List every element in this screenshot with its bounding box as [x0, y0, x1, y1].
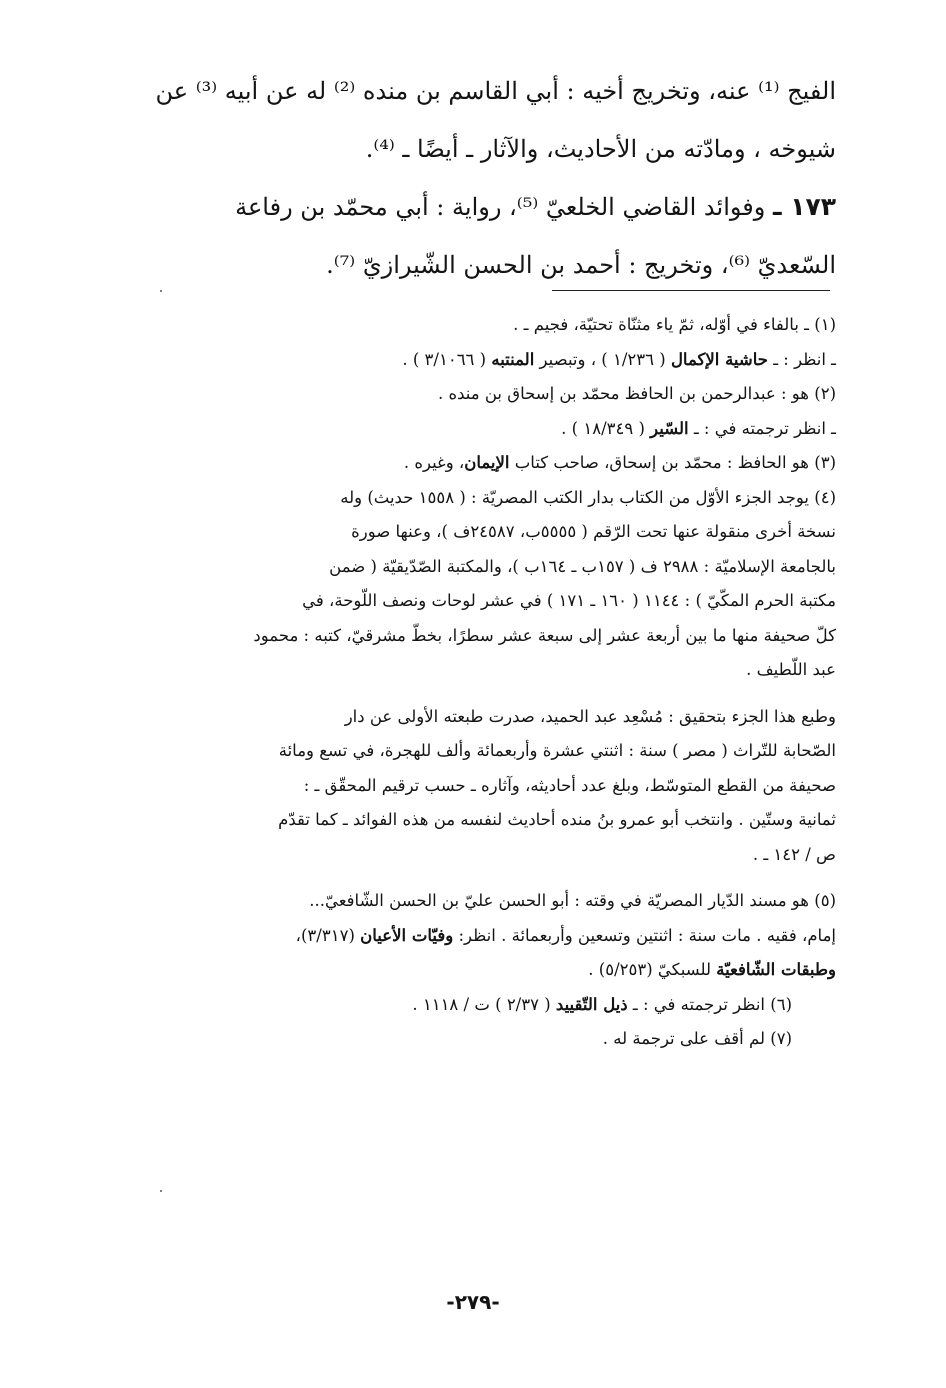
footnote-2-ref — [118, 412, 836, 447]
main-line-1: الفيج ⁽¹⁾ عنه، وتخريج أخيه : أبي القاسم بن منده ⁽²⁾ له عن أبيه ⁽³⁾ عن — [155, 77, 836, 105]
footnote-1: (١) ـ بالفاء في أوّله، ثمّ ياء مثنّاة تحتيّة، فجيم ـ . — [513, 315, 836, 334]
footnote-1-ref-title: حاشية الإكمال — [670, 349, 768, 369]
footnote-2: (٢) هو : عبدالرحمن بن الحافظ محمّد بن إسحاق بن منده . — [438, 384, 836, 403]
footnote-7: (٧) لم أقف على ترجمة له . — [602, 1029, 792, 1048]
footnote-2-ref-pre: ـ انظر ترجمته في : ـ — [693, 418, 836, 438]
footnote-5-line-2-pre: إمام، فقيه . مات سنة : اثنتين وتسعين وأربعمائة . انظر: — [458, 925, 836, 945]
footnote-4-line-6: عبد اللّطيف . — [746, 660, 836, 679]
main-line-3 — [118, 178, 836, 236]
footnote-5-line-2 — [118, 919, 836, 954]
footnote-4-para2-line-5: ص / ١٤٢ ـ . — [752, 844, 836, 864]
footnote-5-line-1: (٥) هو مسند الدّيار المصريّة في وقته : أبو الحسن عليّ بن الحسن الشّافعيّ... — [309, 891, 836, 910]
footnote-1-ref-pre: ـ انظر : ـ — [773, 349, 836, 369]
footnote-4-para2-line-3: صحيفة من القطع المتوسّط، وبلغ عدد أحاديثه، وآثاره ـ حسب ترقيم المحقّق ـ : — [303, 775, 836, 795]
footnote-4-line-1: (٤) يوجد الجزء الأوّل من الكتاب بدار الكتب المصريّة : ( ١٥٥٨ حديث) وله — [340, 487, 836, 507]
footnote-3-title: الإيمان — [464, 453, 510, 472]
scan-speck — [160, 290, 162, 292]
footnote-4-line-5: كلّ صحيفة منها ما بين أربعة عشر إلى سبعة عشر سطرًا، بخطّ مشرقيّ، كتبه : محمود — [253, 625, 836, 645]
footnote-2-ref-title: السّير — [650, 418, 689, 438]
main-line-4: السّعديّ ⁽⁶⁾، وتخريج : أحمد بن الحسن الشّيرازيّ ⁽⁷⁾. — [326, 251, 836, 279]
footnote-6-title: ذيل التّقييد — [555, 994, 628, 1014]
footnote-5-line-3 — [118, 953, 836, 988]
footnote-6-end: ( ٢/٣٧ ) ت / ١١١٨ . — [412, 994, 551, 1014]
footnote-5-title: وفيّات الأعيان — [360, 925, 454, 945]
footnote-1-ref-end: ( ٣/١٠٦٦ ) . — [402, 349, 487, 369]
footnote-4-para2-line-4: ثمانية وستّين . وانتخب أبو عمرو بنُ منده أحاديث لنفسه من هذه الفوائد ـ كما تقدّم — [278, 810, 836, 829]
footnote-4-line-3: بالجامعة الإسلاميّة : ٢٩٨٨ ف ( ١٥٧ب ـ ١٦٤ب )، والمكتبة الصّدّيقيّة ( ضمن — [329, 556, 836, 576]
footnote-5-line-2-end: (٣/٣١٧)، — [295, 925, 355, 945]
footnote-3 — [118, 446, 836, 481]
scan-speck — [160, 1190, 162, 1192]
footnote-5-line-3-end: للسبكيّ (٥/٢٥٣) . — [588, 960, 711, 979]
footnotes — [118, 308, 836, 1057]
main-line-3-text: وفوائد القاضي الخلعيّ ⁽⁵⁾، رواية : أبي محمّد بن رفاعة — [235, 193, 766, 221]
entry-number: ١٧٣ ـ — [772, 192, 836, 221]
footnote-4-line-4: مكتبة الحرم المكّيّ ) : ١١٤٤ ( ١٦٠ ـ ١٧١ ) في عشر لوحات ونصف اللّوحة، في — [302, 591, 836, 610]
footnote-1-ref-title-2: المنتبه — [491, 349, 535, 369]
footnote-6 — [118, 988, 836, 1023]
footnote-1-ref — [118, 343, 836, 378]
footnote-2-ref-end: ( ١٨/٣٤٩ ) . — [561, 418, 645, 438]
main-text — [118, 62, 836, 294]
footnote-1-ref-mid: ( ١/٢٣٦ ) ، وتبصير — [539, 349, 666, 369]
footnote-3-end: ، وغيره . — [403, 453, 465, 472]
footnote-3-pre: (٣) هو الحافظ : محمّد بن إسحاق، صاحب كتاب — [514, 453, 836, 472]
footnote-4-para2-line-1: وطبع هذا الجزء بتحقيق : مُسْعِد عبد الحميد، صدرت طبعته الأولى عن دار — [344, 706, 836, 726]
footnote-4-para2-line-2: الصّحابة للتّراث ( مصر ) سنة : اثنتي عشرة وأربعمائة وألف للهجرة، في تسع ومائة — [278, 741, 836, 760]
footnote-separator — [552, 290, 830, 291]
page-number: -٢٧٩- — [446, 1290, 500, 1314]
footnote-6-pre: (٦) انظر ترجمته في : ـ — [632, 994, 792, 1014]
main-line-2: شيوخه ، ومادّته من الأحاديث، والآثار ـ أيضًا ـ ⁽⁴⁾. — [365, 135, 836, 163]
footnote-4-line-2: نسخة أخرى منقولة عنها تحت الرّقم ( ٥٥٥٥ب، ٢٤٥٨٧ف )، وعنها صورة — [351, 522, 836, 541]
footnote-5-title-2: وطبقات الشّافعيّة — [716, 960, 836, 979]
